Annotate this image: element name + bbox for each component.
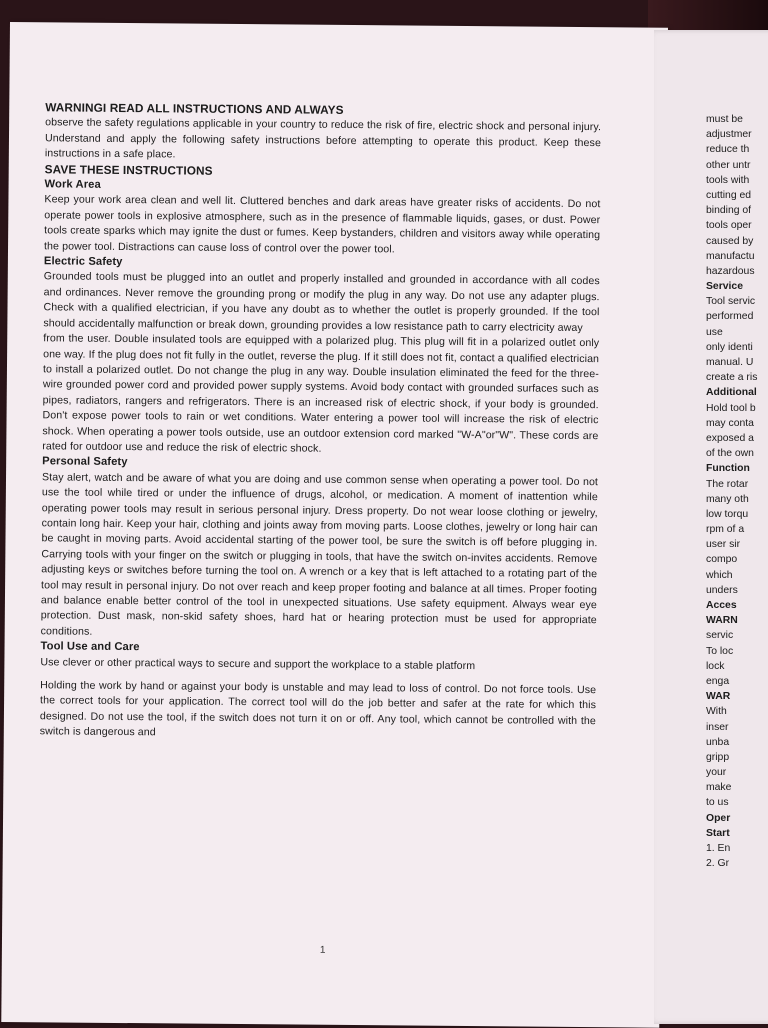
text-line: rpm of a <box>706 524 745 536</box>
text-line: tools with <box>706 174 750 186</box>
section-heading: Oper <box>706 812 731 824</box>
paragraph: Use clever or other practical ways to secure and support the workplace to a stable platform <box>40 655 476 672</box>
text-line: make <box>706 782 732 794</box>
text-line: cutting ed <box>706 189 752 201</box>
text-line: user sir <box>706 539 741 551</box>
text-line: servic <box>706 630 734 642</box>
right-page-text <box>706 112 768 871</box>
paragraph: from the user. Double insulated tools are equipped with a polarized plug. This plug will fit in a polarized outlet only one way. If the plug does not fit fully in the outlet, reverse the plug. If it still does not fit, contact a qualified electrician to install a polarized outlet. Do not change the plug in any way. Double insulation eliminated the feed for the three-wire grounded power cord and provided power supply systems. Avoid body contact with grounded surfaces such as pipes, radiators, rangers and refrigerators. There is an increased risk of electric shock, if your body is grounded. Don't expose power tools to rain or wet conditions. Water entering a power tool will increase the risk of electric shock. When operating a power tools outside, use an outdoor extension cord marked "W-A"or"W". These cords are rated for outdoor use and reduce the risk of electric shock. <box>42 332 600 455</box>
text-line: may conta <box>706 417 754 429</box>
paragraph: Holding the work by hand or against your body is unstable and may lead to loss of control. Do not force tools. Use the correct tools for your application. The correct tool will do the job better and safer at the rate for which this designed. Do not use the tool, if the switch does not turn it on or off. Any tool, which cannot be controlled with the switch is dangerous and <box>39 679 597 739</box>
text-line: exposed a <box>706 432 754 444</box>
text-line: inser <box>706 721 729 733</box>
left-page <box>1 22 668 1028</box>
text-line: of the own <box>706 448 754 460</box>
text-line: The rotar <box>706 478 749 490</box>
text-line: only identi <box>706 341 753 353</box>
text-line: gripp <box>706 751 730 763</box>
text-line: With <box>706 706 727 718</box>
text-line: tools oper <box>706 220 752 232</box>
text-line: to us <box>706 797 729 809</box>
section-heading: Additional <box>706 387 757 399</box>
left-page-text <box>40 100 602 744</box>
section-heading: Personal Safety <box>42 455 128 469</box>
text-line: use <box>706 326 723 338</box>
text-line: other untr <box>706 159 751 171</box>
section-heading: SAVE THESE INSTRUCTIONS <box>44 161 213 178</box>
section-heading: Service <box>706 281 743 293</box>
text-line: which <box>706 569 733 581</box>
text-line: caused by <box>706 235 754 247</box>
paragraph: Stay alert, watch and be aware of what you are doing and use common sense when operating a power tool. Do not use the tool while tired or under the influence of drugs, alcohol, or medication. A moment of inattention while operating power tools may result in serious personal injury. Dress property. Do not wear loose clothing or jewelry, contain long hair. Keep your hair, clothing and joints away from moving parts. Loose clothes, jewelry or long hair can be caught in moving parts. Avoid accidental starting of the power tool, be sure the switch is off before plugging in. Carrying tools with your finger on the switch or plugging in tools, that have the switch on-invites accidents. Remove adjusting keys or switches before turning the tool on. A wrench or a key that is left attached to a rotating part of the tool may result in personal injury. Do not over reach and keep proper footing and balance at all times. Proper footing and balance enable better control of the tool in unexpected situations. Use safety equipment. Always wear eye protection. Dust mask, non-skid safety shoes, hard hat or hearing protection must be used for appropriate conditions. <box>40 471 599 638</box>
text-line: unders <box>706 584 738 596</box>
text-line: create a ris <box>706 372 758 384</box>
section-heading: Electric Safety <box>43 255 123 269</box>
section-heading: WAR <box>706 691 731 703</box>
section-heading: Work Area <box>44 178 101 191</box>
text-line: many oth <box>706 493 749 505</box>
section-heading: Acces <box>706 600 737 611</box>
text-line: performed <box>706 311 754 323</box>
text-line: adjustmer <box>706 129 752 141</box>
text-line: binding of <box>706 205 752 217</box>
paragraph: observe the safety regulations applicable in your country to reduce the risk of fire, electric shock and personal injury. Understand and apply the following safety instructions before attempting to operate this product. Keep these instructions in a safe place. <box>44 116 602 161</box>
paragraph: Keep your work area clean and well lit. Cluttered benches and dark areas have greater risks of accidents. Do not operate power tools in explosive atmosphere, such as in the presence of flammable liquids, gases, or dust. Power tools create sparks which may ignite the dust or fumes. Keep bystanders, children and visitors away while operating the power tool. Distractions can cause loss of control over the power tool. <box>43 193 601 256</box>
section-heading: Function <box>706 463 750 475</box>
section-heading: WARN <box>706 615 738 627</box>
text-line: your <box>706 767 727 779</box>
text-line: manual. U <box>706 357 754 368</box>
text-line: 1. En <box>706 843 731 854</box>
right-page <box>654 30 768 1024</box>
text-line: hazardous <box>706 265 755 277</box>
section-heading: WARNINGI READ ALL INSTRUCTIONS AND ALWAYS <box>45 100 344 117</box>
text-line: low torqu <box>706 508 749 520</box>
text-line: reduce th <box>706 144 750 156</box>
text-line: must be <box>706 114 743 125</box>
section-heading: Tool Use and Care <box>40 640 140 654</box>
text-line: Hold tool b <box>706 402 756 414</box>
section-heading: Start <box>706 827 730 839</box>
text-line: Tool servic <box>706 296 756 308</box>
text-line: manufactu <box>706 250 755 262</box>
text-line: enga <box>706 675 730 687</box>
text-line: lock <box>706 660 725 672</box>
page-number: 1 <box>319 944 326 956</box>
text-line: compo <box>706 554 738 566</box>
paragraph: Grounded tools must be plugged into an outlet and properly installed and grounded in accordance with all codes and ordinances. Never remove the grounding prong or modify the plug in any way. Do not use any adapter plugs. Check with a qualified electrician, if you have any doubt as to whether the outlet is properly grounded. If the tool should accidentally malfunction or break down, grounding provides a low resistance path to carry electricity away <box>43 270 600 334</box>
text-line: 2. Gr <box>706 858 730 870</box>
text-line: unba <box>706 736 730 748</box>
text-line: To loc <box>706 645 734 657</box>
